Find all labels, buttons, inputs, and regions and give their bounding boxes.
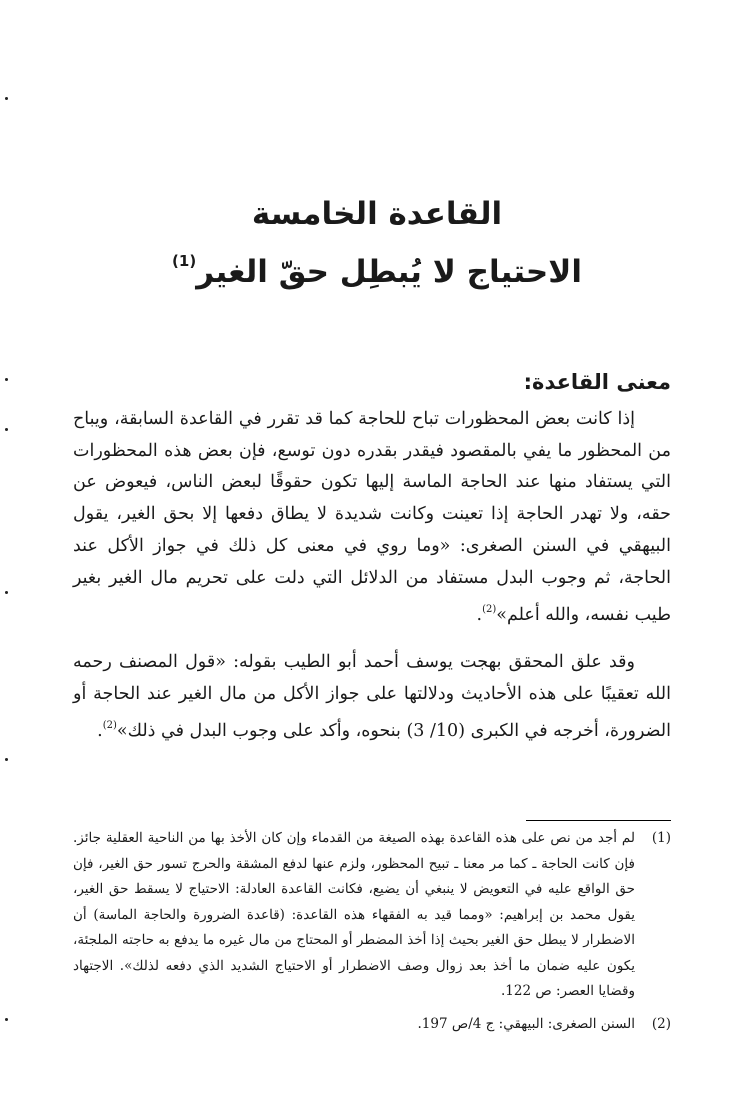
scan-mark [5,758,8,761]
paragraph-1-footnote-ref: (2) [482,604,497,616]
footnote-1-text: لم أجد من نص على هذه القاعدة بهذه الصيغة من القدماء وإن كان الأخذ بها من الناحية العقلية جائز. فإن كانت الحاجة ـ كما مر معنا ـ تبيح المحظور، ولزم عنها لدفع المشقة والحرج تسور حق الغير، فإن حق الواقع عليه في التعويض لا ينبغي أن يضيع، فكانت القاعدة العادلة: الاحتياج لا يسقط حق الغير، يقول محمد بن إبراهيم: «ومما قيد به الفقهاء هذه القاعدة: (قاعدة الضرورة والحاجة الماسة) أن الاضطرار لا يبطل حق الغير بحيث إذا أخذ المضطر أو المحتاج من مال غيره ما يدفع به حاجته الملجئة، يكون عليه ضمان ما أخذ بعد زوال وصف الاضطرار أو الاحتياج الشديد الذي دفعه لذلك». الاجتهاد وقضايا العصر: ص 122. [73,830,635,999]
paragraph-2-end: . [97,721,103,742]
footnote-1-number: (1) [651,830,671,846]
subtitle-footnote-ref: (1) [172,252,197,270]
chapter-title: القاعدة الخامسة [251,196,503,232]
scan-mark [5,97,8,100]
paragraph-1 [73,404,671,632]
footnote-2 [73,1012,671,1038]
paragraph-2-footnote-ref: (2) [102,720,117,732]
scan-mark [5,1018,8,1021]
paragraph-1-text: إذا كانت بعض المحظورات تباح للحاجة كما قد تقرر في القاعدة السابقة، ويباح من المحظور ما يفي بالمقصود فيقدر بقدره دون توسع، فإن بعض هذه المحظورات التي يستفاد منها عند الحاجة الماسة إليها تكون حقوقًا لبعض الناس، فيعوض عن حقه، ولا تهدر الحاجة إذا تعينت وكانت شديدة لا يطاق دفعها إلا بحق الغير، يقول البيهقي في السنن الصغرى: «وما روي في معنى كل ذلك في جواز الأكل عند الحاجة، ثم وجوب البدل مستفاد من الدلائل التي دلت على تحريم مال الغير بغير طيب نفسه، والله أعلم» [73,409,671,626]
paragraph-2-text: وقد علق المحقق بهجت يوسف أحمد أبو الطيب بقوله: «قول المصنف رحمه الله تعقيبًا على هذه الأحاديث ودلالتها على جواز الأكل من مال الغير عند الحاجة أو الضرورة، أخرجه في الكبرى (10/ 3) بنحوه، وأكد على وجوب البدل في ذلك» [73,652,671,742]
section-heading: معنى القاعدة: [523,370,671,394]
scan-mark [5,378,8,381]
scan-mark [5,428,8,431]
subtitle-text: الاحتياج لا يُبطِل حقّ الغير [196,254,582,290]
paragraph-1-end: . [476,605,483,626]
footnote-2-number: (2) [651,1016,671,1032]
footnote-separator [526,820,671,821]
footnote-2-text: السنن الصغرى: البيهقي: ج 4/ص 197. [417,1016,635,1032]
paragraph-2 [73,647,671,748]
scan-mark [5,591,8,594]
chapter-subtitle [0,252,754,290]
footnote-1 [73,826,671,1005]
